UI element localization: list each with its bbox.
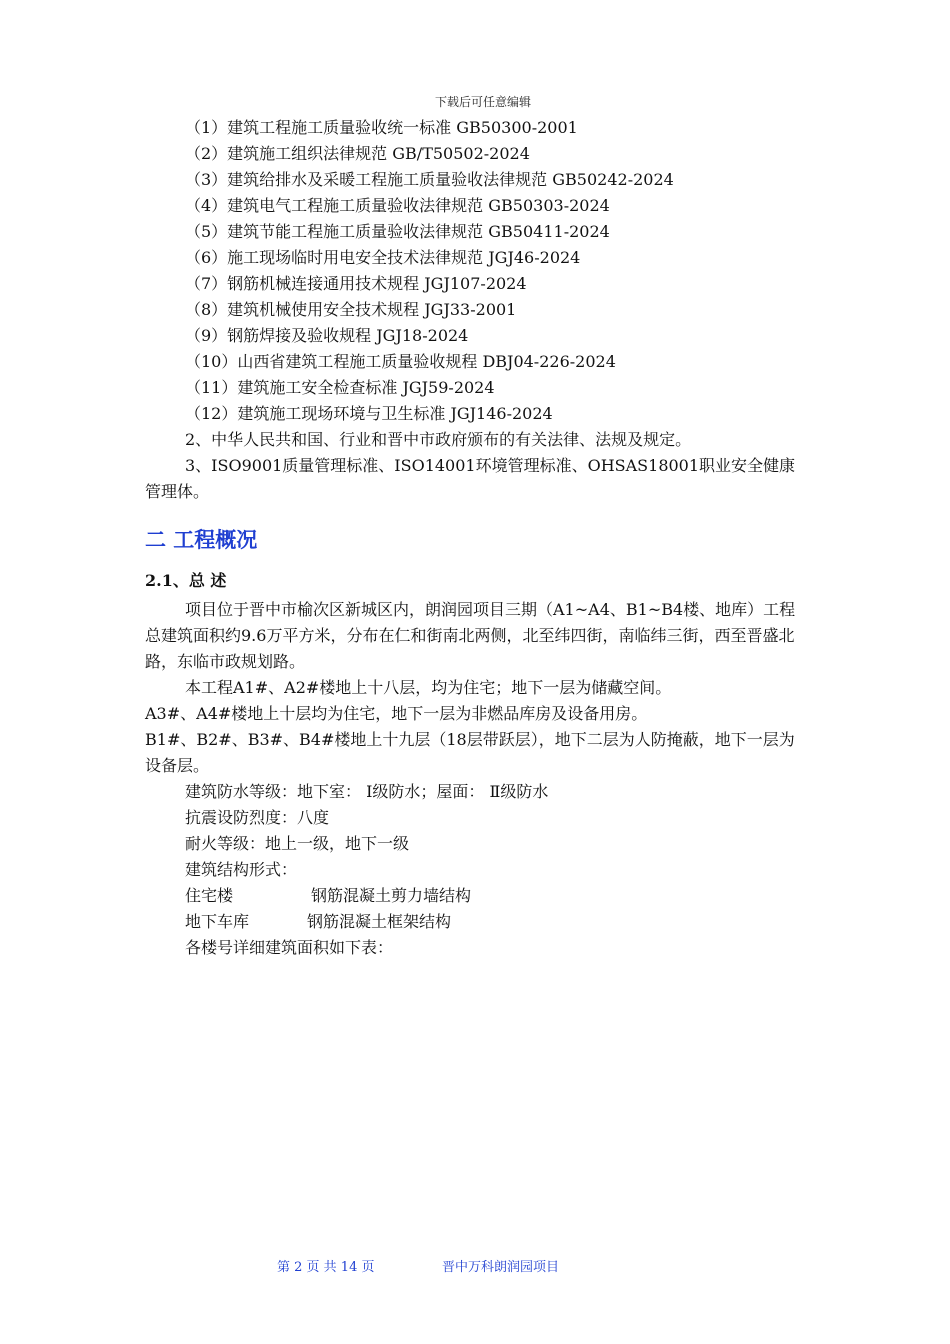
- structure-label: 建筑结构形式：: [185, 860, 298, 879]
- standard-item: （10）山西省建筑工程施工质量验收规程 DBJ04-226-2024: [185, 352, 616, 371]
- standard-item: （1）建筑工程施工质量验收统一标准 GB50300-2001: [185, 118, 578, 137]
- paragraph-bldg-a1-a2: 本工程A1#、A2#楼地上十八层，均为住宅；地下一层为储藏空间。: [185, 678, 672, 697]
- fire-rating: 耐火等级：地上一级，地下一级: [185, 834, 410, 853]
- standard-item: （8）建筑机械使用安全技术规程 JGJ33-2001: [185, 300, 517, 319]
- structure-name: 地下车库: [185, 912, 250, 931]
- structure-row: [145, 883, 810, 909]
- standard-item: （12）建筑施工现场环境与卫生标准 JGJ146-2024: [185, 404, 553, 423]
- standard-item: （4）建筑电气工程施工质量验收法律规范 GB50303-2024: [185, 196, 610, 215]
- paragraph-iso: 3、ISO9001质量管理标准、ISO14001环境管理标准、OHSAS18001职业安全健康管理体。: [145, 456, 796, 501]
- structure-row: [145, 909, 810, 935]
- standard-item: （7）钢筋机械连接通用技术规程 JGJ107-2024: [185, 274, 527, 293]
- waterproof-grade: 建筑防水等级：地下室： Ⅰ级防水；屋面： Ⅱ级防水: [185, 782, 549, 801]
- table-intro: 各楼号详细建筑面积如下表：: [185, 938, 394, 957]
- subsection-title: 2.1、总 述: [145, 571, 227, 590]
- paragraph-laws: 2、中华人民共和国、行业和晋中市政府颁布的有关法律、法规及规定。: [185, 430, 692, 449]
- standard-item: （5）建筑节能工程施工质量验收法律规范 GB50411-2024: [185, 222, 610, 241]
- standard-item: （3）建筑给排水及采暖工程施工质量验收法律规范 GB50242-2024: [185, 170, 674, 189]
- footer-project-name: 晋中万科朗润园项目: [442, 1260, 560, 1275]
- standard-item: （2）建筑施工组织法律规范 GB/T50502-2024: [185, 144, 530, 163]
- document-body: [145, 115, 810, 961]
- standard-item: （6）施工现场临时用电安全技术法律规范 JGJ46-2024: [185, 248, 581, 267]
- structure-type: 钢筋混凝土剪力墙结构: [311, 886, 472, 905]
- page-header: 下载后可任意编辑: [434, 95, 531, 109]
- page-number: 第 2 页 共 14 页: [277, 1260, 375, 1275]
- standard-item: （11）建筑施工安全检查标准 JGJ59-2024: [185, 378, 495, 397]
- paragraph-overview: 项目位于晋中市榆次区新城区内，朗润园项目三期（A1~A4、B1~B4楼、地库）工程总建筑面积约9.6万平方米，分布在仁和街南北两侧，北至纬四街，南临纬三街，西至晋盛北路，东临市政规划路。: [145, 600, 796, 671]
- paragraph-bldg-b: B1#、B2#、B3#、B4#楼地上十九层（18层带跃层），地下二层为人防掩蔽，地下一层为设备层。: [145, 730, 795, 775]
- seismic-intensity: 抗震设防烈度：八度: [185, 808, 330, 827]
- paragraph-bldg-a3-a4: A3#、A4#楼地上十层均为住宅，地下一层为非燃品库房及设备用房。: [145, 704, 648, 723]
- section-title: 二 工程概况: [145, 527, 258, 552]
- standard-item: （9）钢筋焊接及验收规程 JGJ18-2024: [185, 326, 469, 345]
- structure-type: 钢筋混凝土框架结构: [307, 912, 452, 931]
- structure-name: 住宅楼: [185, 886, 234, 905]
